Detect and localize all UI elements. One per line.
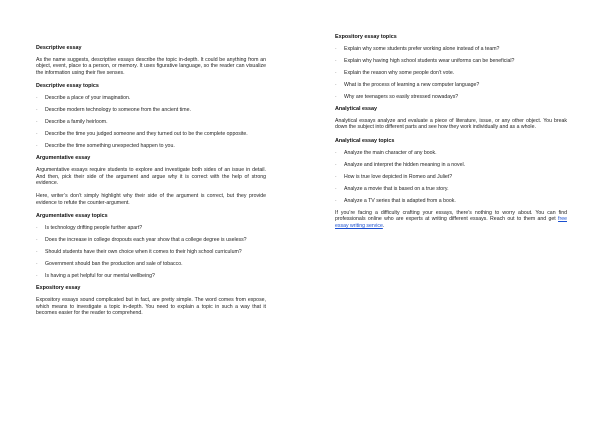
list-item: · Why are teenagers so easily stressed nowadays?: [335, 94, 567, 100]
list-item: · Does the increase in college dropouts each year show that a college degree is useless?: [36, 237, 266, 243]
list-item: · Describe the time something unexpected happen to you.: [36, 143, 266, 149]
expository-topics-heading: Expository essay topics: [335, 34, 397, 40]
list-item: · Is technology drifting people further apart?: [36, 225, 266, 231]
descriptive-topics-list: [36, 95, 266, 149]
right-column: [335, 34, 567, 236]
list-item: · Government should ban the production and sale of tobacco.: [36, 261, 266, 267]
descriptive-topics-heading: Descriptive essay topics: [36, 83, 99, 90]
argumentative-topics-list: [36, 225, 266, 279]
list-item: · Is having a pet helpful for our mental wellbeing?: [36, 273, 266, 279]
list-item: · Explain why having high school students wear uniforms can be beneficial?: [335, 58, 567, 64]
list-item: · Analyze a TV series that is adapted from a book.: [335, 198, 567, 204]
list-item: · Describe a family heirloom.: [36, 119, 266, 125]
descriptive-heading: Descriptive essay: [36, 45, 82, 51]
list-item: · What is the process of learning a new computer language?: [335, 82, 567, 88]
list-item: · How is true love depicted in Romeo and Juliet?: [335, 174, 567, 180]
closing-paragraph: [335, 210, 567, 229]
list-item: · Describe the time you judged someone and they turned out to be the complete opposite.: [36, 131, 266, 137]
argumentative-paragraph-2: Here, writer’s don’t simply highlight why their side of the argument is correct, but they provide evidence to refute the counter-argument.: [36, 193, 266, 206]
list-item: · Analyze and interpret the hidden meaning in a novel.: [335, 162, 567, 168]
list-item: · Analyze the main character of any book.: [335, 150, 567, 156]
list-item: · Explain why some students prefer working alone instead of a team?: [335, 46, 567, 52]
argumentative-paragraph-1: Argumentative essays require students to explore and investigate both sides of an issue in detail. And then, pick their side of the argument and argue why it is correct with the help of strong evidence.: [36, 167, 266, 187]
argumentative-topics-heading: Argumentative essay topics: [36, 213, 108, 220]
free-essay-writing-service-link[interactable]: free essay writing service: [335, 216, 567, 229]
list-item: · Should students have their own choice when it comes to their high school curriculum?: [36, 249, 266, 255]
list-item: · Explain the reason why some people don’t vote.: [335, 70, 567, 76]
list-item: · Describe modern technology to someone from the ancient time.: [36, 107, 266, 113]
expository-paragraph: Expository essays sound complicated but in fact, are pretty simple. The word comes from expose, which means to investigate a topic in-depth. You need to explain a topic in such a way that it becomes easier for the reader to comprehend.: [36, 297, 266, 317]
descriptive-paragraph: As the name suggests, descriptive essays describe the topic in-depth. It could be anything from an object, event, place to a person, or memory. It uses figurative language, so the reader can visualize the information using their five senses.: [36, 57, 266, 76]
analytical-topics-heading: Analytical essay topics: [335, 137, 395, 144]
analytical-heading: Analytical essay: [335, 106, 377, 112]
left-column: [36, 45, 266, 323]
expository-heading: Expository essay: [36, 285, 81, 292]
list-item: · Analyze a movie that is based on a true story.: [335, 186, 567, 192]
argumentative-heading: Argumentative essay: [36, 155, 91, 162]
expository-topics-list: [335, 46, 567, 100]
analytical-topics-list: [335, 150, 567, 204]
closing-text: If you’re facing a difficulty crafting your essays, there’s nothing to worry about. You can find professionals online who are experts at writing different essays. Reach out to them and get: [335, 209, 567, 223]
analytical-paragraph: Analytical essays analyze and evaluate a piece of literature, issue, or any other object. You break down the subject into different parts and see how they work individually and as a whole.: [335, 118, 567, 131]
closing-end: .: [382, 222, 385, 229]
list-item: · Describe a place of your imagination.: [36, 95, 266, 101]
